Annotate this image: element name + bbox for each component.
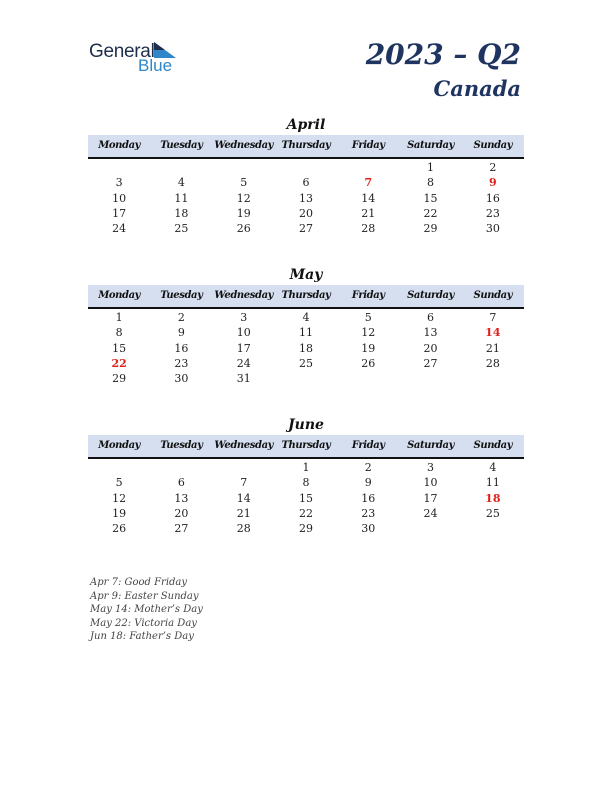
day-cell: 27 xyxy=(298,222,313,236)
week-row xyxy=(88,191,524,206)
weekday-header: Saturday xyxy=(407,140,455,151)
weekday-header: Sunday xyxy=(473,140,513,151)
month-may xyxy=(88,265,524,386)
day-cell: 24 xyxy=(423,506,438,520)
empty-day-cell xyxy=(213,460,275,475)
day-cell: 9 xyxy=(177,326,185,340)
country-title: Canada xyxy=(433,76,521,101)
day-cell: 22 xyxy=(111,356,127,370)
day-cell: 3 xyxy=(115,176,123,190)
day-cell: 26 xyxy=(112,522,127,536)
weekday-header: Monday xyxy=(98,440,141,451)
week-row xyxy=(88,310,524,325)
day-cell: 12 xyxy=(236,191,251,205)
day-cell: 6 xyxy=(302,176,310,190)
day-cell: 17 xyxy=(236,341,251,355)
day-cell: 11 xyxy=(485,476,500,490)
logo-blue-text: Blue xyxy=(138,56,173,75)
day-cell: 1 xyxy=(427,161,435,174)
week-row xyxy=(88,221,524,236)
month-june xyxy=(88,415,524,536)
day-cell: 16 xyxy=(485,191,500,205)
weekday-header: Tuesday xyxy=(160,440,203,451)
day-cell: 7 xyxy=(364,176,373,190)
day-cell: 15 xyxy=(423,191,438,205)
weekday-header: Wednesday xyxy=(214,440,274,451)
week-row xyxy=(88,521,524,536)
day-cell: 14 xyxy=(485,326,501,340)
day-cell: 2 xyxy=(177,311,185,324)
week-row xyxy=(88,356,524,371)
day-cell: 31 xyxy=(236,372,251,386)
holiday-note: Jun 18: Father’s Day xyxy=(90,631,194,643)
day-cell: 30 xyxy=(485,222,500,236)
day-cell: 28 xyxy=(361,222,376,236)
day-cell: 8 xyxy=(115,326,123,340)
week-row xyxy=(88,206,524,221)
day-cell: 12 xyxy=(361,326,376,340)
day-cell: 12 xyxy=(112,491,127,505)
day-cell: 18 xyxy=(174,206,189,220)
weekday-header-row xyxy=(88,135,524,159)
week-row xyxy=(88,325,524,340)
empty-day-cell xyxy=(213,160,275,175)
weekday-header: Sunday xyxy=(473,290,513,301)
week-row xyxy=(88,160,524,175)
empty-day-cell xyxy=(150,160,212,175)
weekday-header-row xyxy=(88,285,524,309)
empty-day-cell xyxy=(399,371,461,386)
day-cell: 6 xyxy=(177,476,185,490)
empty-day-cell xyxy=(399,521,461,536)
day-cell: 8 xyxy=(427,176,435,190)
day-cell: 15 xyxy=(298,491,313,505)
day-cell: 17 xyxy=(423,491,438,505)
day-cell: 20 xyxy=(298,206,313,220)
week-row xyxy=(88,175,524,190)
month-name: June xyxy=(288,417,324,433)
generalblue-logo xyxy=(89,38,189,78)
day-cell: 26 xyxy=(361,356,376,370)
day-cell: 30 xyxy=(174,372,189,386)
day-cell: 13 xyxy=(423,326,438,340)
day-cell: 2 xyxy=(364,461,372,474)
month-april xyxy=(88,115,524,236)
day-cell: 18 xyxy=(485,491,501,505)
day-cell: 30 xyxy=(361,522,376,536)
day-cell: 6 xyxy=(427,311,435,324)
day-cell: 1 xyxy=(302,461,310,474)
day-cell: 10 xyxy=(236,326,251,340)
day-cell: 14 xyxy=(361,191,376,205)
week-row xyxy=(88,371,524,386)
weekday-header: Friday xyxy=(351,290,385,301)
holiday-note: May 22: Victoria Day xyxy=(90,617,197,629)
empty-day-cell xyxy=(462,371,524,386)
day-cell: 9 xyxy=(364,476,372,490)
empty-day-cell xyxy=(337,160,399,175)
day-cell: 19 xyxy=(112,506,127,520)
weekday-header: Saturday xyxy=(407,290,455,301)
month-name: May xyxy=(289,267,323,283)
day-cell: 20 xyxy=(423,341,438,355)
weekday-header: Monday xyxy=(98,140,141,151)
weekday-header: Thursday xyxy=(281,140,331,151)
day-cell: 16 xyxy=(174,341,189,355)
day-cell: 22 xyxy=(423,206,438,220)
day-cell: 13 xyxy=(174,491,189,505)
day-cell: 19 xyxy=(236,206,251,220)
day-cell: 9 xyxy=(489,176,497,190)
empty-day-cell xyxy=(88,460,150,475)
holiday-notes xyxy=(90,576,203,644)
day-cell: 24 xyxy=(112,222,127,236)
empty-day-cell xyxy=(462,521,524,536)
day-cell: 24 xyxy=(236,356,251,370)
month-name: April xyxy=(286,117,326,133)
weekday-header: Tuesday xyxy=(160,140,203,151)
day-cell: 22 xyxy=(298,506,313,520)
day-cell: 27 xyxy=(423,356,438,370)
week-row xyxy=(88,491,524,506)
weekday-header: Tuesday xyxy=(160,290,203,301)
day-cell: 10 xyxy=(423,476,438,490)
holiday-note: May 14: Mother’s Day xyxy=(90,604,203,616)
day-cell: 16 xyxy=(361,491,376,505)
day-cell: 14 xyxy=(236,491,251,505)
weekday-header: Sunday xyxy=(473,440,513,451)
day-cell: 3 xyxy=(427,461,435,474)
weekday-header: Friday xyxy=(351,440,385,451)
empty-day-cell xyxy=(275,160,337,175)
empty-day-cell xyxy=(150,460,212,475)
day-cell: 11 xyxy=(298,326,313,340)
logo-general-text: General xyxy=(89,41,155,62)
weekday-header: Thursday xyxy=(281,290,331,301)
empty-day-cell xyxy=(337,371,399,386)
empty-day-cell xyxy=(88,160,150,175)
day-cell: 7 xyxy=(489,311,497,324)
day-cell: 28 xyxy=(485,356,500,370)
day-cell: 25 xyxy=(485,506,500,520)
weekday-header-row xyxy=(88,435,524,459)
day-cell: 25 xyxy=(174,222,189,236)
week-row xyxy=(88,460,524,475)
day-cell: 10 xyxy=(112,191,127,205)
day-cell: 5 xyxy=(364,311,372,324)
day-cell: 21 xyxy=(485,341,500,355)
day-cell: 7 xyxy=(240,476,248,490)
day-cell: 5 xyxy=(240,176,248,190)
holiday-note: Apr 7: Good Friday xyxy=(90,577,188,588)
day-cell: 29 xyxy=(112,372,127,386)
weekday-header: Saturday xyxy=(407,440,455,451)
week-row xyxy=(88,475,524,490)
weekday-header: Wednesday xyxy=(214,290,274,301)
day-cell: 29 xyxy=(298,522,313,536)
weekday-header: Monday xyxy=(98,290,141,301)
day-cell: 25 xyxy=(298,356,313,370)
day-cell: 23 xyxy=(485,206,500,220)
day-cell: 27 xyxy=(174,522,189,536)
day-cell: 18 xyxy=(298,341,313,355)
quarter-title: 2023 – Q2 xyxy=(365,38,521,71)
day-cell: 17 xyxy=(112,206,127,220)
day-cell: 15 xyxy=(112,341,127,355)
weekday-header: Friday xyxy=(351,140,385,151)
day-cell: 2 xyxy=(489,161,497,174)
day-cell: 8 xyxy=(302,476,310,490)
day-cell: 28 xyxy=(236,522,251,536)
day-cell: 4 xyxy=(302,311,310,324)
day-cell: 4 xyxy=(489,461,497,474)
week-row xyxy=(88,341,524,356)
day-cell: 11 xyxy=(174,191,189,205)
day-cell: 13 xyxy=(298,191,313,205)
holiday-note: Apr 9: Easter Sunday xyxy=(90,590,199,602)
day-cell: 29 xyxy=(423,222,438,236)
day-cell: 19 xyxy=(361,341,376,355)
day-cell: 23 xyxy=(361,506,376,520)
weekday-header: Wednesday xyxy=(214,140,274,151)
day-cell: 21 xyxy=(236,506,251,520)
weekday-header: Thursday xyxy=(281,440,331,451)
empty-day-cell xyxy=(275,371,337,386)
calendar-title xyxy=(366,38,521,104)
week-row xyxy=(88,506,524,521)
day-cell: 5 xyxy=(115,476,123,490)
day-cell: 3 xyxy=(240,311,248,324)
day-cell: 4 xyxy=(177,176,185,190)
day-cell: 20 xyxy=(174,506,189,520)
day-cell: 21 xyxy=(361,206,376,220)
day-cell: 1 xyxy=(115,311,123,324)
day-cell: 23 xyxy=(174,356,189,370)
day-cell: 26 xyxy=(236,222,251,236)
